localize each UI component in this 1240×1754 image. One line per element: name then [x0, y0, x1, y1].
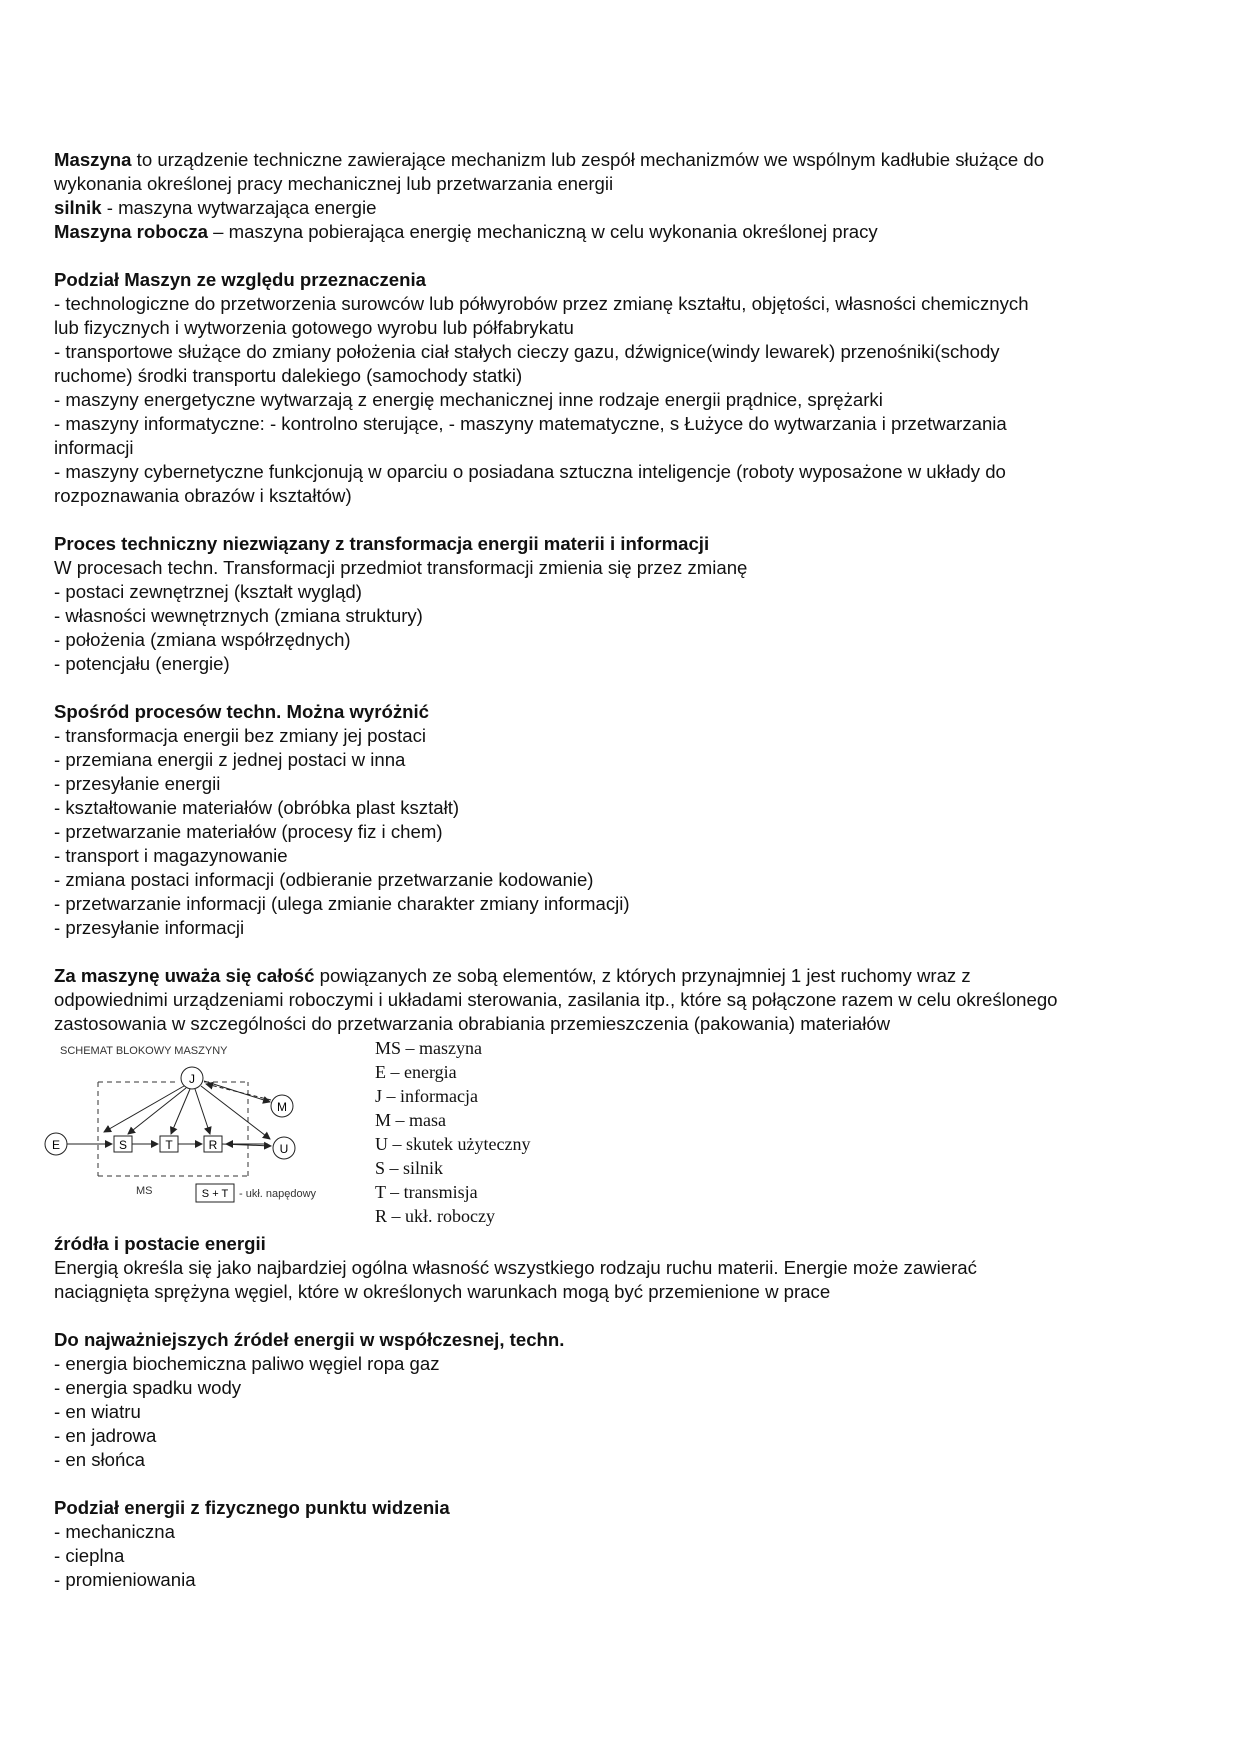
list-item: - przetwarzanie materiałów (procesy fiz i chem): [54, 821, 443, 842]
list-item: - kształtowanie materiałów (obróbka plast kształt): [54, 797, 460, 818]
box-s-label: S: [118, 1138, 128, 1152]
st-box-label: S + T: [201, 1188, 229, 1200]
silnik-term: silnik: [54, 197, 102, 218]
document-page: [51, 148, 1184, 1592]
list-item: W procesach techn. Transformacji przedmiot transformacji zmienia się przez zmianę: [54, 557, 748, 578]
legend-item: R – ukł. roboczy: [375, 1206, 495, 1226]
heading-text: Podział energii z fizycznego punktu widzenia: [54, 1497, 450, 1518]
list-item: - transportowe służące do zmiany położenia ciał stałych cieczy gazu, dźwignice(windy lewarek) przenośniki(schody: [54, 341, 1000, 362]
list-item: - en wiatru: [54, 1401, 141, 1422]
list-item: - energia biochemiczna paliwo węgiel ropa gaz: [54, 1353, 440, 1374]
robocza-definition: [54, 220, 1184, 244]
section-heading-podzial: [54, 268, 1184, 292]
list-item: - technologiczne do przetworzenia surowców lub półwyrobów przez zmianę kształtu, objętości, własności chemicznych: [54, 293, 1029, 314]
list-item: - cieplna: [54, 1545, 125, 1566]
box-t-label: T: [165, 1138, 173, 1152]
maszyna-term: Maszyna: [54, 149, 132, 170]
list-item: - przetwarzanie informacji (ulega zmianie charakter zmiany informacji): [54, 893, 630, 914]
node-e-label: E: [51, 1138, 61, 1152]
diagram-legend: [375, 1036, 530, 1228]
node-u-label: U: [279, 1142, 289, 1156]
list-item: - maszyny energetyczne wytwarzają z energię mechanicznej inne rodzaje energii prądnice, sprężarki: [54, 389, 883, 410]
node-m-label: M: [277, 1100, 287, 1114]
section-heading-proces: [54, 532, 1184, 556]
list-item: rozpoznawania obrazów i kształtów): [54, 485, 352, 506]
arrow-j-t: [171, 1089, 190, 1134]
list-item: - zmiana postaci informacji (odbieranie przetwarzanie kodowanie): [54, 869, 594, 890]
list-item: - promieniowania: [54, 1569, 196, 1590]
arrow-j-r: [195, 1089, 210, 1134]
maszyna-definition: [54, 148, 1184, 172]
node-j-label: J: [189, 1072, 195, 1086]
robocza-term: Maszyna robocza: [54, 221, 208, 242]
machine-definition-paragraph: [54, 964, 1184, 988]
section-heading-zrodla: [54, 1232, 1184, 1256]
heading-text: Spośród procesów techn. Można wyróżnić: [54, 701, 430, 722]
list-item: ruchome) środki transportu dalekiego (samochody statki): [54, 365, 523, 386]
list-item: informacji: [54, 437, 134, 458]
silnik-definition: [54, 196, 1184, 220]
list-item: lub fizycznych i wytworzenia gotowego wyrobu lub półfabrykatu: [54, 317, 574, 338]
st-caption: - ukł. napędowy: [239, 1188, 317, 1200]
list-item: - transport i magazynowanie: [54, 845, 288, 866]
ms-label: MS: [136, 1185, 153, 1197]
list-item: - położenia (zmiana współrzędnych): [54, 629, 351, 650]
list-item: - własności wewnętrznych (zmiana struktury): [54, 605, 423, 626]
heading-text: Podział Maszyn ze względu przeznaczenia: [54, 269, 426, 290]
legend-item: J – informacja: [375, 1086, 478, 1106]
arrow-j-u: [201, 1086, 270, 1139]
machine-definition-text: powiązanych ze sobą elementów, z których przynajmniej 1 jest ruchomy wraz z: [314, 965, 971, 986]
legend-item: S – silnik: [375, 1158, 444, 1178]
list-item: - postaci zewnętrznej (kształt wygląd): [54, 581, 362, 602]
diagram-title: SCHEMAT BLOKOWY MASZYNY: [60, 1045, 228, 1057]
list-item: - przesyłanie informacji: [54, 917, 245, 938]
list-item: - przesyłanie energii: [54, 773, 221, 794]
arrow-j-s: [128, 1088, 186, 1134]
robocza-def-text: – maszyna pobierająca energię mechaniczną w celu wykonania określonej pracy: [207, 221, 878, 242]
heading-text: źródła i postacie energii: [54, 1233, 266, 1254]
legend-item: T – transmisja: [375, 1182, 478, 1202]
maszyna-def-text: to urządzenie techniczne zawierające mechanizm lub zespół mechanizmów we wspólnym kadłubie służące do: [131, 149, 1045, 170]
maszyna-definition-cont: wykonania określonej pracy mechanicznej lub przetwarzania energii: [54, 173, 614, 194]
list-item: - transformacja energii bez zmiany jej postaci: [54, 725, 427, 746]
heading-text: Do najważniejszych źródeł energii w współczesnej, techn.: [54, 1329, 565, 1350]
list-item: - maszyny cybernetyczne funkcjonują w oparciu o posiadana sztuczna inteligencje (roboty wyposażone w układy do: [54, 461, 1006, 482]
section-heading-sposrod: [54, 700, 1184, 724]
section-heading-najwazniejsze: [54, 1328, 1184, 1352]
legend-item: M – masa: [375, 1110, 446, 1130]
list-item: - mechaniczna: [54, 1521, 175, 1542]
box-r-label: R: [208, 1138, 218, 1152]
list-item: - energia spadku wody: [54, 1377, 242, 1398]
legend-item: E – energia: [375, 1062, 457, 1082]
legend-item: MS – maszyna: [375, 1038, 482, 1058]
legend-item: U – skutek użyteczny: [375, 1134, 531, 1154]
machine-definition-line: odpowiednimi urządzeniami roboczymi i układami sterowania, zasilania itp., które są połączone razem w celu określonego: [54, 989, 1058, 1010]
paragraph-line: Energią określa się jako najbardziej ogólna własność wszystkiego rodzaju ruchu materii. Energie może zawierać: [54, 1257, 977, 1278]
list-item: - przemiana energii z jednej postaci w inna: [54, 749, 406, 770]
list-item: - en jadrowa: [54, 1425, 157, 1446]
machine-definition-bold: Za maszynę uważa się całość: [54, 965, 315, 986]
arrow-j-e: [104, 1086, 184, 1132]
silnik-def-text: - maszyna wytwarzająca energie: [101, 197, 377, 218]
block-diagram-section: [51, 1036, 1184, 1232]
paragraph-line: naciągnięta sprężyna węgiel, które w określonych warunkach mogą być przemienione w prace: [54, 1281, 831, 1302]
block-diagram: [38, 1036, 358, 1232]
list-item: - en słońca: [54, 1449, 145, 1470]
machine-definition-line: zastosowania w szczególności do przetwarzania obrabiania przemieszczenia (pakowania) materiałów: [54, 1013, 891, 1034]
heading-text: Proces techniczny niezwiązany z transformacja energii materii i informacji: [54, 533, 710, 554]
list-item: - maszyny informatyczne: - kontrolno sterujące, - maszyny matematyczne, s Łużyce do wytwarzania i przetwarzania: [54, 413, 1007, 434]
section-heading-podzial-energii: [54, 1496, 1184, 1520]
list-item: - potencjału (energie): [54, 653, 230, 674]
